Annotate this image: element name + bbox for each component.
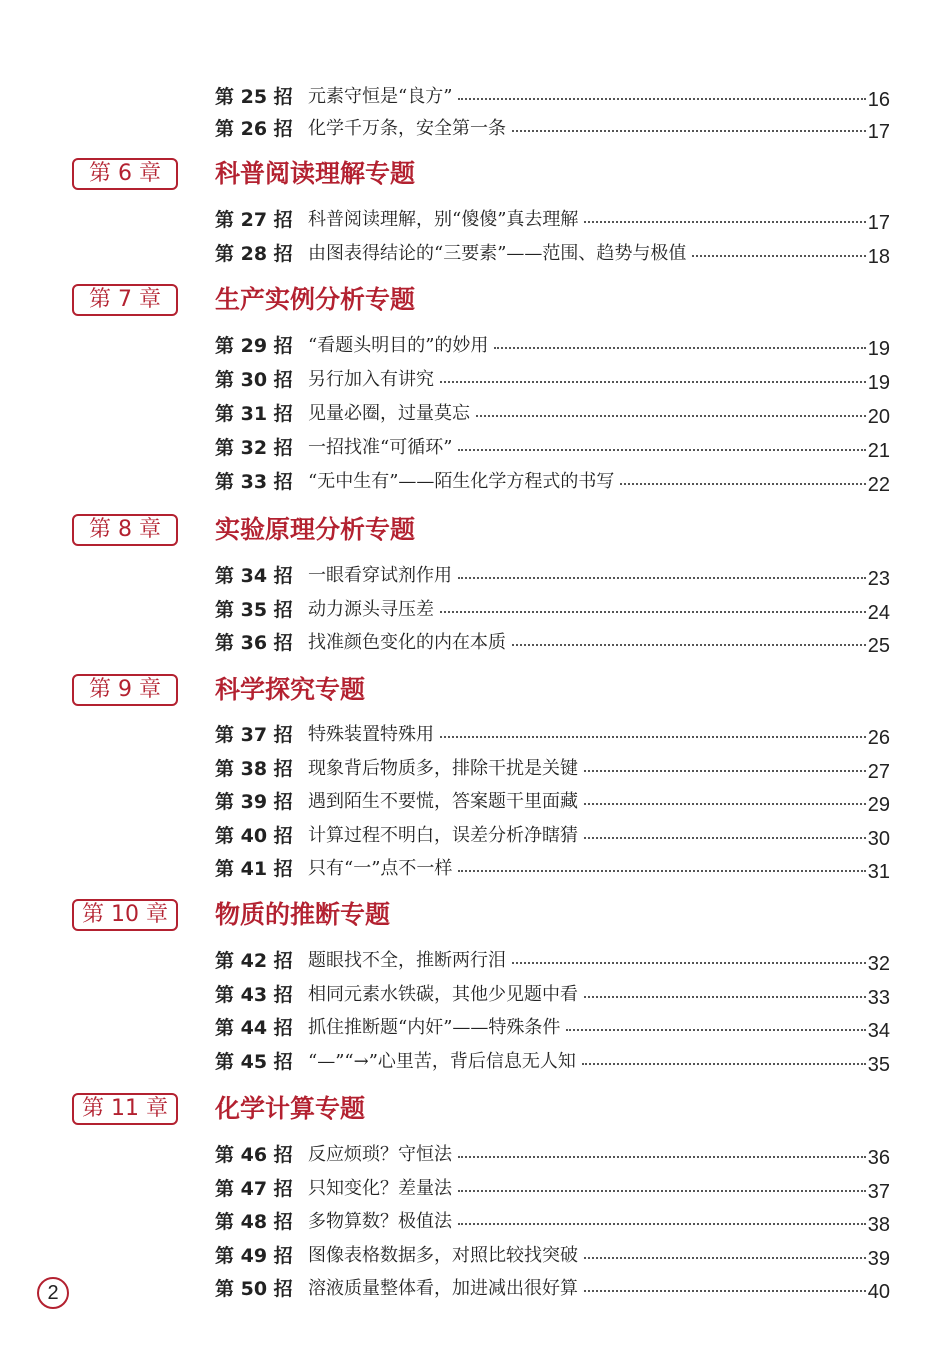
entry-page-number: 36 (867, 1147, 890, 1169)
entry-page-number: 23 (867, 568, 890, 590)
dot-leader (584, 837, 866, 839)
toc-entry[interactable] (215, 1047, 890, 1077)
entry-title: 科普阅读理解，别“傻傻”真去理解 (308, 209, 579, 230)
dot-leader (458, 449, 866, 451)
entry-title: 多物算数？极值法 (308, 1211, 452, 1232)
toc-entry[interactable] (215, 628, 890, 658)
dot-leader (476, 415, 866, 417)
entry-number: 第 40 招 (215, 825, 293, 847)
entry-page-number: 31 (867, 861, 890, 883)
dot-leader (584, 803, 866, 805)
entry-page-number: 33 (867, 987, 890, 1009)
entry-page-number: 39 (867, 1248, 890, 1270)
toc-entry[interactable] (215, 467, 890, 497)
dot-leader (582, 1063, 866, 1065)
toc-entry[interactable] (215, 854, 890, 884)
entry-title: 元素守恒是“良方” (308, 86, 453, 107)
entry-page-number: 34 (867, 1020, 890, 1042)
entry-page-number: 24 (867, 602, 890, 624)
entry-page-number: 22 (867, 474, 890, 496)
entry-number: 第 47 招 (215, 1178, 293, 1200)
entry-number: 第 34 招 (215, 565, 293, 587)
entry-title: 化学千万条，安全第一条 (308, 118, 506, 139)
entry-title: “无中生有”——陌生化学方程式的书写 (308, 471, 615, 492)
toc-entry[interactable] (215, 1207, 890, 1237)
entry-page-number: 40 (867, 1281, 890, 1303)
entry-number: 第 49 招 (215, 1245, 293, 1267)
entry-number: 第 41 招 (215, 858, 293, 880)
entry-number: 第 31 招 (215, 403, 293, 425)
entry-title: 动力源头寻压差 (308, 599, 434, 620)
chapter-badge: 第 6 章 (72, 158, 178, 190)
chapter-title[interactable]: 生产实例分析专题 (215, 285, 416, 314)
entry-number: 第 39 招 (215, 791, 293, 813)
dot-leader (458, 98, 866, 100)
chapter-title[interactable]: 实验原理分析专题 (215, 515, 416, 544)
entry-page-number: 19 (867, 372, 890, 394)
toc-entry[interactable] (215, 114, 890, 144)
toc-entry[interactable] (215, 720, 890, 750)
entry-number: 第 42 招 (215, 950, 293, 972)
entry-page-number: 29 (867, 794, 890, 816)
entry-page-number: 17 (867, 121, 890, 143)
entry-number: 第 27 招 (215, 209, 293, 231)
entry-number: 第 29 招 (215, 335, 293, 357)
entry-number: 第 36 招 (215, 632, 293, 654)
entry-number: 第 33 招 (215, 471, 293, 493)
entry-number: 第 37 招 (215, 724, 293, 746)
chapter-title[interactable]: 化学计算专题 (215, 1094, 366, 1123)
dot-leader (584, 221, 866, 223)
entry-title: 见量必圈，过量莫忘 (308, 403, 470, 424)
toc-entry[interactable] (215, 1241, 890, 1271)
entry-title: 遇到陌生不要慌，答案题干里面藏 (308, 791, 578, 812)
dot-leader (692, 255, 866, 257)
entry-title: 一招找准“可循环” (308, 437, 453, 458)
entry-number: 第 46 招 (215, 1144, 293, 1166)
toc-entry[interactable] (215, 787, 890, 817)
chapter-badge: 第 11 章 (72, 1093, 178, 1125)
entry-number: 第 44 招 (215, 1017, 293, 1039)
toc-entry[interactable] (215, 1013, 890, 1043)
dot-leader (584, 1257, 866, 1259)
entry-title: 题眼找不全，推断两行泪 (308, 950, 506, 971)
toc-entry[interactable] (215, 205, 890, 235)
entry-title: 图像表格数据多，对照比较找突破 (308, 1245, 578, 1266)
entry-page-number: 17 (867, 212, 890, 234)
entry-title: 由图表得结论的“三要素”——范围、趋势与极值 (308, 243, 687, 264)
dot-leader (512, 962, 866, 964)
entry-title: 只知变化？差量法 (308, 1178, 452, 1199)
entry-title: 相同元素水铁碳，其他少见题中看 (308, 984, 578, 1005)
entry-title: 计算过程不明白，误差分析净瞎猜 (308, 825, 578, 846)
entry-title: “看题头明目的”的妙用 (308, 335, 489, 356)
entry-page-number: 27 (867, 761, 890, 783)
toc-entry[interactable] (215, 239, 890, 269)
dot-leader (584, 996, 866, 998)
entry-title: 一眼看穿试剂作用 (308, 565, 452, 586)
chapter-badge: 第 10 章 (72, 899, 178, 931)
entry-title: 另行加入有讲究 (308, 369, 434, 390)
entry-title: 只有“一”点不一样 (308, 858, 453, 879)
entry-title: 找准颜色变化的内在本质 (308, 632, 506, 653)
dot-leader (620, 483, 866, 485)
entry-number: 第 45 招 (215, 1051, 293, 1073)
dot-leader (440, 611, 866, 613)
dot-leader (458, 870, 866, 872)
dot-leader (458, 1223, 866, 1225)
chapter-title[interactable]: 物质的推断专题 (215, 900, 391, 929)
dot-leader (440, 736, 866, 738)
entry-number: 第 43 招 (215, 984, 293, 1006)
entry-page-number: 16 (867, 89, 890, 111)
toc-entry[interactable] (215, 821, 890, 851)
dot-leader (584, 770, 866, 772)
dot-leader (440, 381, 866, 383)
toc-entry[interactable] (215, 331, 890, 361)
entry-page-number: 20 (867, 406, 890, 428)
toc-entry[interactable] (215, 1174, 890, 1204)
chapter-title[interactable]: 科普阅读理解专题 (215, 159, 416, 188)
toc-entry[interactable] (215, 1140, 890, 1170)
dot-leader (512, 130, 866, 132)
toc-entry[interactable] (215, 946, 890, 976)
entry-number: 第 26 招 (215, 118, 293, 140)
dot-leader (458, 577, 866, 579)
toc-entry[interactable] (215, 82, 890, 112)
toc-entry[interactable] (215, 399, 890, 429)
page-number: 2 (37, 1277, 69, 1309)
entry-page-number: 21 (867, 440, 890, 462)
entry-page-number: 30 (867, 828, 890, 850)
dot-leader (566, 1029, 866, 1031)
entry-title: 溶液质量整体看，加进减出很好算 (308, 1278, 578, 1299)
chapter-badge: 第 7 章 (72, 284, 178, 316)
dot-leader (458, 1190, 866, 1192)
entry-number: 第 35 招 (215, 599, 293, 621)
entry-title: 特殊装置特殊用 (308, 724, 434, 745)
toc-entry[interactable] (215, 365, 890, 395)
entry-page-number: 25 (867, 635, 890, 657)
entry-title: 抓住推断题“内奸”——特殊条件 (308, 1017, 561, 1038)
entry-page-number: 37 (867, 1181, 890, 1203)
dot-leader (494, 347, 866, 349)
entry-number: 第 28 招 (215, 243, 293, 265)
entry-page-number: 26 (867, 727, 890, 749)
toc-entry[interactable] (215, 980, 890, 1010)
entry-number: 第 50 招 (215, 1278, 293, 1300)
dot-leader (512, 644, 866, 646)
toc-entry[interactable] (215, 1274, 890, 1304)
entry-page-number: 35 (867, 1054, 890, 1076)
entry-title: 反应烦琐？守恒法 (308, 1144, 452, 1165)
toc-entry[interactable] (215, 754, 890, 784)
entry-title: 现象背后物质多，排除干扰是关键 (308, 758, 578, 779)
toc-entry[interactable] (215, 433, 890, 463)
entry-number: 第 25 招 (215, 86, 293, 108)
toc-entry[interactable] (215, 595, 890, 625)
entry-page-number: 38 (867, 1214, 890, 1236)
dot-leader (458, 1156, 866, 1158)
entry-number: 第 30 招 (215, 369, 293, 391)
entry-page-number: 19 (867, 338, 890, 360)
chapter-title[interactable]: 科学探究专题 (215, 675, 366, 704)
toc-entry[interactable] (215, 561, 890, 591)
entry-number: 第 48 招 (215, 1211, 293, 1233)
entry-page-number: 32 (867, 953, 890, 975)
chapter-badge: 第 9 章 (72, 674, 178, 706)
entry-number: 第 32 招 (215, 437, 293, 459)
entry-page-number: 18 (867, 246, 890, 268)
dot-leader (584, 1290, 866, 1292)
entry-title: “—”“→”心里苦，背后信息无人知 (308, 1051, 576, 1072)
chapter-badge: 第 8 章 (72, 514, 178, 546)
entry-number: 第 38 招 (215, 758, 293, 780)
